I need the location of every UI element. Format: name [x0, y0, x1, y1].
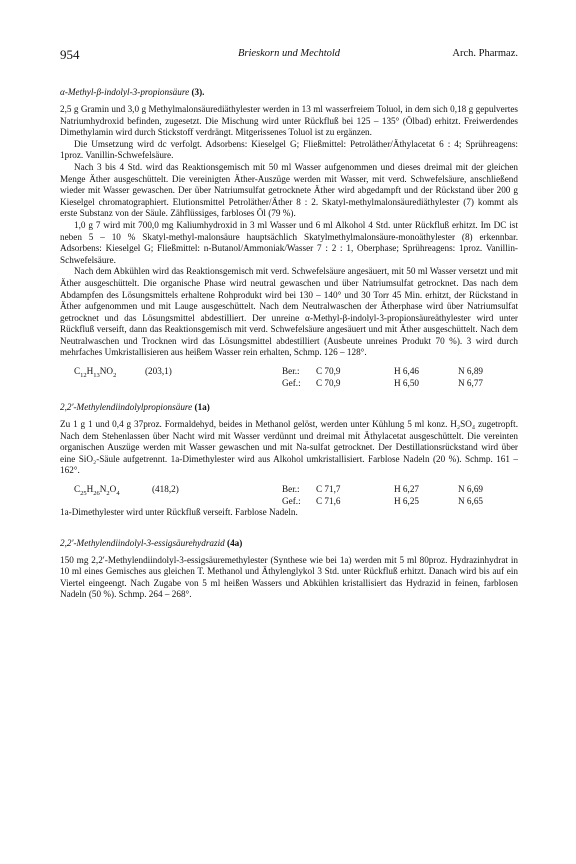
compound-number: (4a) [227, 537, 243, 548]
analysis-h: H 6,27 [394, 484, 420, 495]
running-head [60, 47, 518, 61]
running-head-journal: Arch. Pharmaz. [452, 48, 518, 59]
compound-number: (3). [191, 87, 205, 97]
article-body [60, 86, 518, 601]
section-heading [60, 401, 518, 413]
paragraph: Zu 1 g 1 und 0,4 g 37proz. Formaldehyd, beides in Methanol gelöst, werden unter Kühlung 5 ml konz. H₂SO₄ zugetropft. Nach dem Stehenlassen über Nacht wird mit Wasser verdünnt und dreimal mit Äthylacetat ausgeschüttelt. Die vereinten organischen Auszüge werden mit Wasser gewaschen und mit Na-sulfat getrocknet. Der Destillationsrückstand wird über eine SiO₂-Säule aufgetrennt. 1a-Dimethylester wird aus Alkohol umkristallisiert. Farblose Nadeln (20 %). Schmp. 161 – 162°. [60, 419, 518, 476]
section-title: 2,2′-Methylendiindolylpropionsäure [60, 402, 193, 413]
analysis-c: C 71,7 [316, 484, 341, 495]
elemental-analysis-calc [60, 365, 518, 377]
section-heading [60, 537, 518, 549]
paragraph: Die Umsetzung wird dc verfolgt. Adsorbens: Kieselgel G; Fließmittel: Petroläther/Äthylacetat 6 : 4; Sprühreagens: 1proz. Vanillin-Schwefelsäure. [60, 138, 518, 161]
analysis-label: Ber.: [282, 366, 300, 377]
compound-number: (1a) [194, 402, 210, 413]
paragraph: 2,5 g Gramin und 3,0 g Methylmalonsäurediäthylester werden in 13 ml wasserfreiem Toluol, in dem sich 0,18 g gepulvertes Natriumhydroxid befinden, zugesetzt. Die Mischung wird unter Rückfluß bei 125 – 135° (Ölbad) erhitzt. Freiwerdendes Dimethylamin wird durch Stickstoff verdrängt. Mitgerissenes Toluol ist zu ergänzen. [60, 104, 518, 138]
analysis-h: H 6,50 [394, 378, 420, 389]
paragraph: 1a-Dimethylester wird unter Rückfluß verseift. Farblose Nadeln. [60, 507, 298, 518]
page-number: 954 [60, 47, 80, 62]
paragraph: 1,0 g 7 wird mit 700,0 mg Kaliumhydroxid in 3 ml Wasser und 6 ml Alkohol 4 Std. unter Rückfluß erhitzt. Im DC ist neben 5 – 10 % Skatyl-methyl-malonsäure hauptsächlich Skatylmethylmalonsäure-monoäthylester (8) erkennbar. Adsorbens: Kieselgel G; Fließmittel: n-Butanol/Ammoniak/Wasser 7 : 2 : 1, Oberphase; Sprühreagens: 1proz. Vanillin-Schwefelsäure. [60, 219, 518, 265]
molecular-weight: (203,1) [145, 366, 172, 377]
analysis-label: Gef.: [282, 496, 301, 507]
paragraph: Nach 3 bis 4 Std. wird das Reaktionsgemisch mit 50 ml Wasser aufgenommen und dieses dreimal mit der gleichen Menge Äther ausgeschüttelt. Die vereinigten Äther-Auszüge werden mit Wasser, mit verd. Schwefelsäure, anschließend wieder mit Wasser gewaschen. Der über Natriumsulfat getrocknete Äther wird abgedampft und der Rückstand über 200 g Kieselgel chromatographiert. Elutionsmittel Petroläther/Äther 8 : 2. Skatyl-methylmalonsäurediäthylester (7) kommt als erste Substanz von der Säule. Zähflüssiges, farbloses Öl (79 %). [60, 161, 518, 219]
molecular-formula: $C_{25}H_{26}N_2O_4$ [74, 484, 120, 497]
analysis-label: Ber.: [282, 484, 300, 495]
section-title: α-Methyl-β-indolyl-3-propionsäure [60, 87, 190, 97]
paragraph: Nach dem Abkühlen wird das Reaktionsgemisch mit verd. Schwefelsäure angesäuert, mit 50 ml Wasser versetzt und mit Äther ausgeschüttelt. Die organische Phase wird neutral gewaschen und über Natriumsulfat getrocknet. Das nach dem Abdampfen des Lösungsmittels erhaltene Rohprodukt wird bei 130 – 140° und 30 Torr 45 Min. erhitzt, der Rückstand in Äther aufgenommen und mit Lauge ausgeschüttelt. Nach dem Neutralwaschen der Ätherphase wird über Natriumsulfat getrocknet und das Lösungsmittel abdestilliert. Der unreine α-Methyl-β-indolyl-3-propionsäureäthylester wird unter Rückfluß verseift, dann das Reaktionsgemisch mit verd. Schwefelsäure angesäuert und mit Äther ausgeschüttelt. Nach dem Neutralwaschen und Trocknen wird das Lösungsmittel abdestilliert (Ausbeute unreines Produkt 70 %). 3 wird durch mehrfaches Umkristallisieren aus heißem Wasser rein erhalten, Schmp. 126 – 128°. [60, 266, 518, 358]
elemental-analysis-found [60, 495, 518, 507]
paragraph: 150 mg 2,2′-Methylendiindolyl-3-essigsäuremethylester (Synthese wie bei 1a) werden mit 5 ml 80proz. Hydrazinhydrat in 10 ml eines Gemisches aus gleichen T. Methanol und Äthylenglykol 3 Std. unter Rückfluß erhitzt. Danach wird bis auf ein Viertel eingeengt. Nach Zugabe von 5 ml heißen Wassers und Abkühlen kristallisiert das Hydrazid in feinen, farblosen Nadeln (50 %). Schmp. 264 – 268°. [60, 554, 518, 600]
analysis-label: Gef.: [282, 378, 301, 389]
elemental-analysis-found [60, 377, 518, 389]
analysis-n: N 6,89 [458, 366, 484, 377]
section-title: 2,2′-Methylendiindolyl-3-essigsäurehydrazid [60, 537, 225, 548]
analysis-h: H 6,25 [394, 496, 420, 507]
analysis-c: C 70,9 [316, 378, 341, 389]
running-head-authors: Brieskorn und Mechtold [237, 48, 341, 59]
analysis-h: H 6,46 [394, 366, 420, 377]
analysis-n: N 6,65 [458, 496, 484, 507]
analysis-c: C 71,6 [316, 496, 341, 507]
analysis-n: N 6,77 [458, 378, 484, 389]
analysis-c: C 70,9 [316, 366, 341, 377]
analysis-n: N 6,69 [458, 484, 484, 495]
molecular-formula: $C_{12}H_{13}NO_2$ [74, 366, 117, 379]
elemental-analysis-calc [60, 483, 518, 495]
molecular-weight: (418,2) [152, 484, 179, 495]
section-heading [60, 86, 518, 98]
